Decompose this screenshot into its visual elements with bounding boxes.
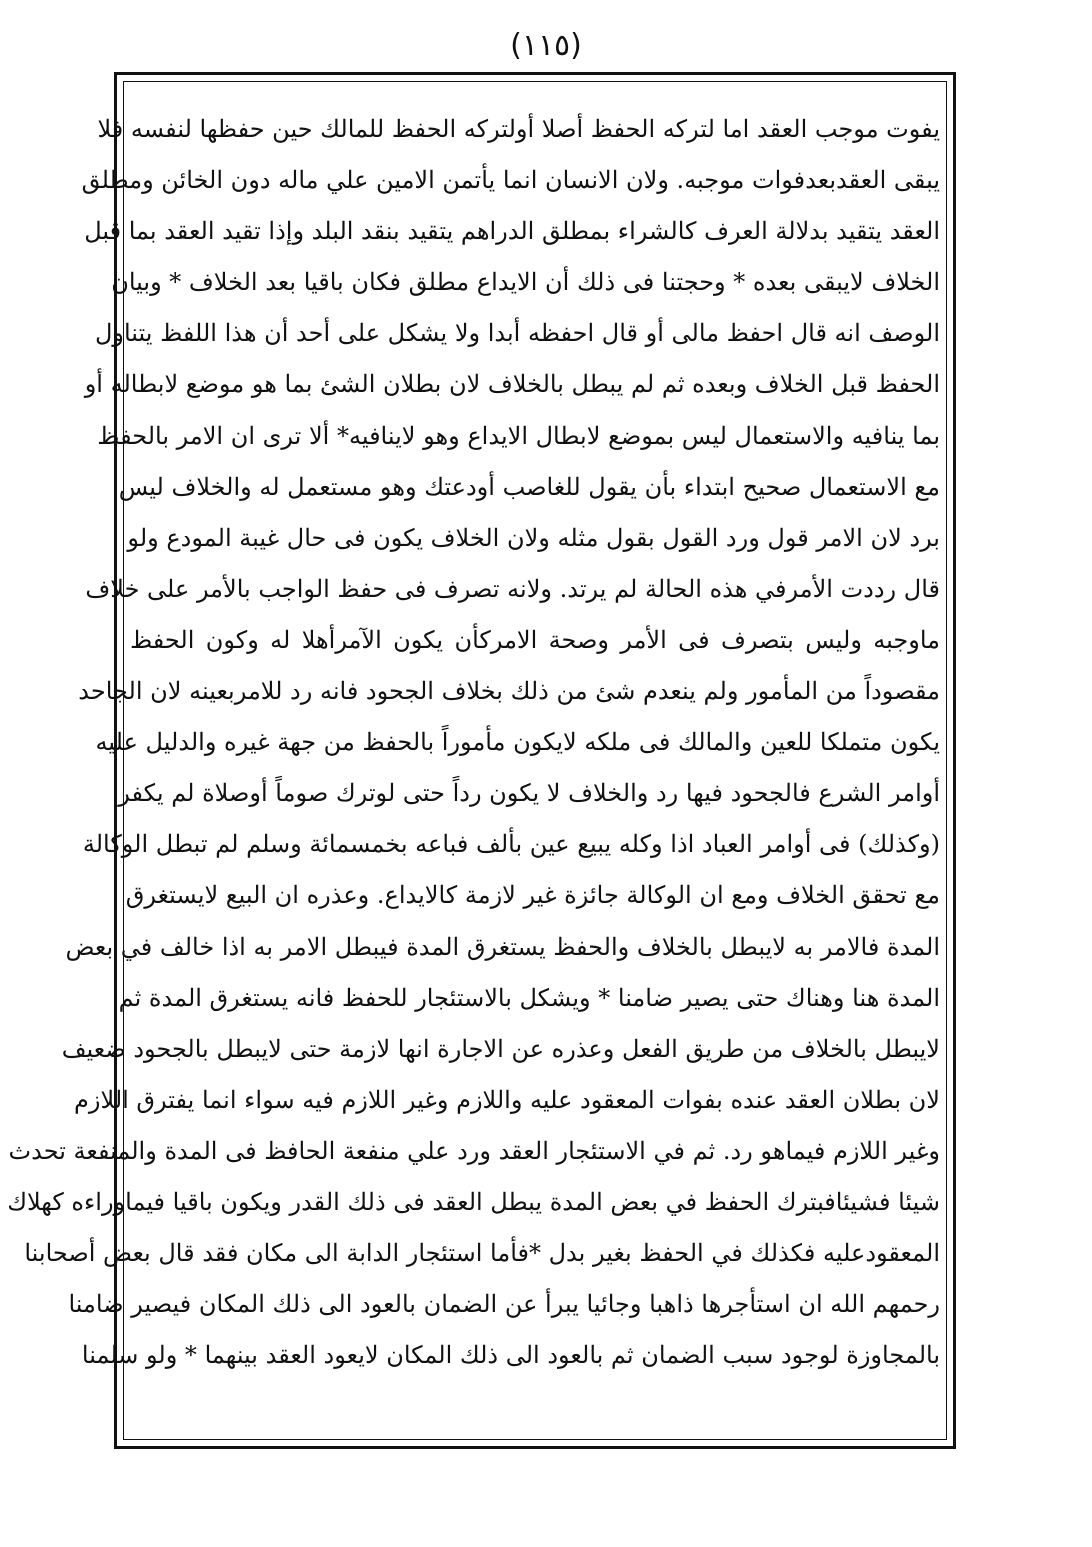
text-line: العقد يتقيد بدلالة العرف كالشراء بمطلق الدراهم يتقيد بنقد البلد وإذا تقيد العقد بما قبل: [84, 217, 940, 246]
text-line: أوامر الشرع فالجحود فيها رد والخلاف لا يكون رداً حتى لوترك صوماً أوصلاة لم يكفر: [118, 779, 940, 808]
text-line: قال رددت الأمرفي هذه الحالة لم يرتد. ولانه تصرف فى حفظ الواجب بالأمر على خلاف: [85, 574, 940, 603]
text-line: مع الاستعمال صحيح ابتداء بأن يقول للغاصب أودعتك وهو مستعمل له والخلاف ليس: [118, 472, 940, 501]
text-line: برد لان الامر قول ورد القول بقول مثله ولان الخلاف يكون فى حال غيبة المودع ولو: [127, 523, 940, 552]
text-line: المعقودعليه فكذلك في الحفظ بغير بدل *فأما استئجار الدابة الى مكان فقد قال بعض أصحابنا: [24, 1239, 940, 1268]
text-line: المدة فالامر به لايبطل بالخلاف والحفظ يستغرق المدة فيبطل الامر به اذا خالف في بعض: [65, 932, 940, 961]
text-line: لايبطل بالخلاف من طريق الفعل وعذره عن الاجارة انها لازمة حتى لايبطل بالجحود ضعيف: [61, 1034, 940, 1063]
text-line: وغير اللازم فيماهو رد. ثم في الاستئجار العقد ورد علي منفعة الحافظ فى المدة والمنفعة تحدث: [8, 1136, 940, 1165]
text-line: رحمهم الله ان استأجرها ذاهبا وجائيا يبرأ عن الضمان بالعود الى ذلك المكان فيصير ضامنا: [68, 1290, 940, 1319]
text-line: المدة هنا وهناك حتى يصير ضامنا * ويشكل بالاستئجار للحفظ فانه يستغرق المدة ثم: [118, 983, 940, 1012]
text-line: يبقى العقدبعدفوات موجبه. ولان الانسان انما يأتمن الامين علي ماله دون الخائن ومطلق: [81, 166, 940, 195]
text-line: يكون متملكا للعين والمالك فى ملكه لايكون مأموراً بالحفظ من جهة غيره والدليل عليه: [95, 728, 940, 757]
text-line: (وكذلك) فى أوامر العباد اذا وكله يبيع عين بألف فباعه بخمسمائة وسلم لم تبطل الوكالة: [82, 830, 940, 859]
text-line: الوصف انه قال احفظ مالى أو قال احفظه أبدا ولا يشكل على أحد أن هذا اللفظ يتناول: [94, 319, 940, 348]
text-line: بما ينافيه والاستعمال ليس بموضع لابطال الايداع وهو لاينافيه* ألا ترى ان الامر بالحفظ: [97, 421, 940, 450]
page-number: (١١٥): [510, 28, 582, 63]
text-line: الخلاف لايبقى بعده * وحجتنا فى ذلك أن الايداع مطلق فكان باقيا بعد الخلاف * وبيان: [111, 268, 940, 297]
text-line: يفوت موجب العقد اما لتركه الحفظ أصلا أولتركه الحفظ للمالك حين حفظها لنفسه فلا: [97, 115, 940, 143]
text-line: مقصوداً من المأمور ولم ينعدم شئ من ذلك بخلاف الجحود فانه رد للامربعينه لان الجاحد: [78, 677, 940, 706]
body-text: [7, 104, 940, 1434]
text-line: لان بطلان العقد عنده بفوات المعقود عليه واللازم وغير اللازم فيه سواء انما يفترق اللازم: [74, 1085, 940, 1114]
text-line: بالمجاوزة لوجود سبب الضمان ثم بالعود الى ذلك المكان لايعود العقد بينهما * ولو سلمنا: [81, 1341, 940, 1370]
text-line: شيئا فشيئافبترك الحفظ في بعض المدة يبطل العقد فى ذلك القدر ويكون باقيا فيماوراءه كهلاك: [7, 1187, 940, 1216]
text-line: مع تحقق الخلاف ومع ان الوكالة جائزة غير لازمة كالايداع. وعذره ان البيع لايستغرق: [125, 881, 940, 910]
text-line: ماوجبه وليس بتصرف فى الأمر وصحة الامركأن يكون الآمرأهلا له وكون الحفظ: [130, 625, 940, 654]
text-line: الحفظ قبل الخلاف وبعده ثم لم يبطل بالخلاف لان بطلان الشئ بما هو موضع لابطاله أو: [84, 370, 940, 399]
